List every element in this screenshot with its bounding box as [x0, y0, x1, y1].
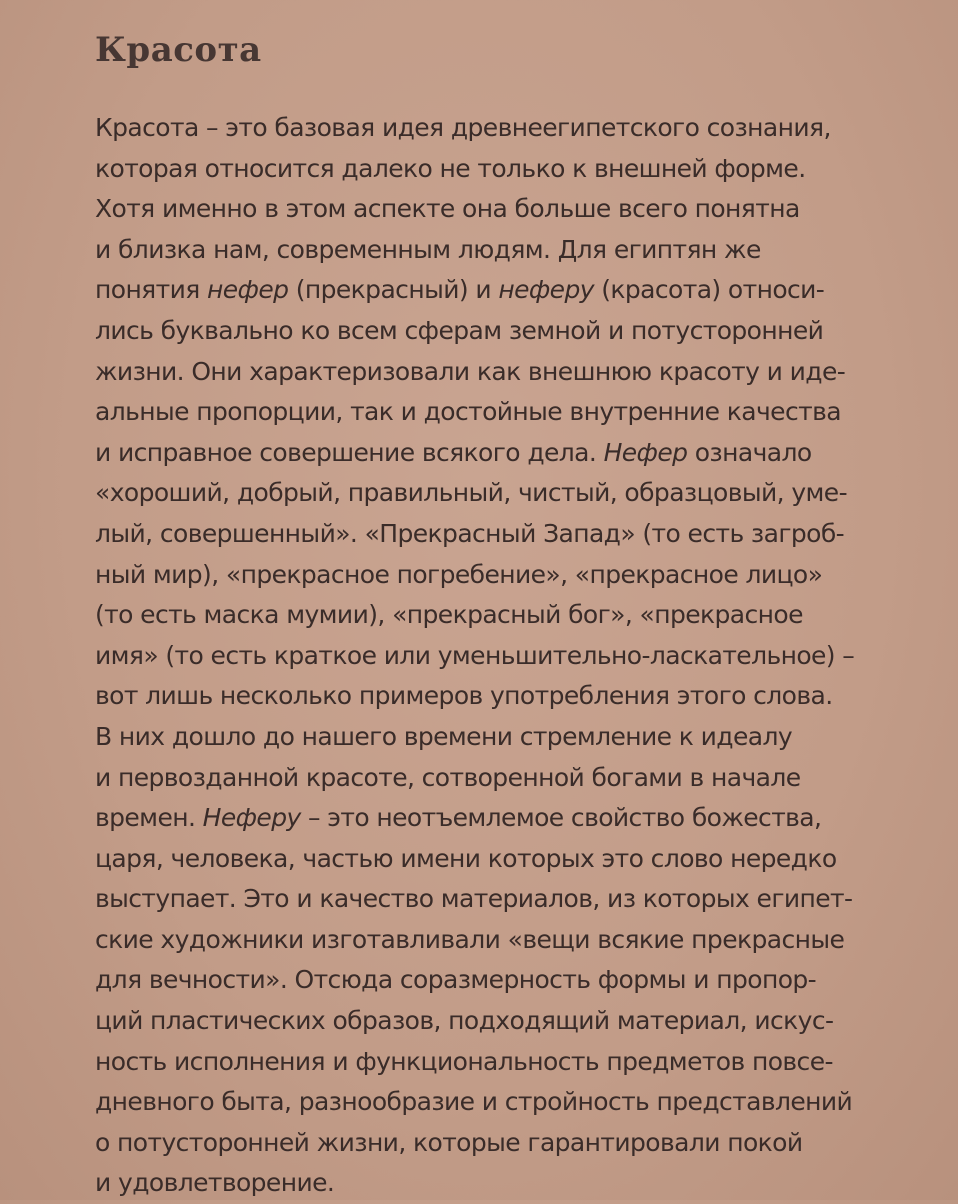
text-segment: означало [687, 437, 812, 467]
text-segment: ность исполнения и функциональность предметов повсе- [95, 1046, 833, 1076]
text-line [95, 879, 898, 920]
text-segment: и близка нам, современным людям. Для египтян же [95, 234, 761, 264]
page-title: Красота [95, 30, 262, 70]
italic-term: Неферу [202, 803, 301, 833]
body-text [95, 108, 898, 1204]
text-segment: альные пропорции, так и достойные внутренние качества [95, 397, 841, 427]
text-segment: В них дошло до нашего времени стремление к идеалу [95, 721, 793, 751]
text-line [95, 555, 898, 596]
text-segment: (то есть маска мумии), «прекрасный бог», «прекрасное [95, 600, 803, 630]
text-line [95, 473, 898, 514]
text-segment: дневного быта, разнообразие и стройность представлений [95, 1087, 853, 1117]
text-segment: – это неотъемлемое свойство божества, [300, 803, 822, 833]
text-line [95, 758, 898, 799]
text-segment: и исправное совершение всякого дела. [95, 437, 604, 467]
text-line [95, 514, 898, 555]
text-segment: выступает. Это и качество материалов, из которых египет- [95, 884, 853, 914]
text-line [95, 108, 898, 149]
text-segment: Красота – это базовая идея древнеегипетского сознания, [95, 113, 831, 142]
text-segment: и удовлетворение. [95, 1168, 335, 1198]
italic-term: Нефер [603, 437, 688, 467]
text-segment: понятия [95, 275, 208, 305]
text-line [95, 676, 898, 717]
text-segment: которая относится далеко не только к внешней форме. [95, 153, 806, 183]
text-line [95, 230, 898, 271]
text-line [95, 433, 898, 474]
text-segment: лись буквально ко всем сферам земной и потусторонней [95, 315, 824, 345]
text-line [95, 270, 898, 311]
text-segment: царя, человека, частью имени которых это слово нередко [95, 843, 837, 873]
text-line [95, 189, 898, 230]
text-line [95, 1001, 898, 1042]
text-segment: «хороший, добрый, правильный, чистый, образцовый, уме- [95, 478, 847, 508]
italic-term: нефер [207, 275, 289, 305]
text-line [95, 960, 898, 1001]
text-line [95, 798, 898, 839]
text-line [95, 920, 898, 961]
text-segment: вот лишь несколько примеров употребления этого слова. [95, 681, 833, 711]
text-segment: лый, совершенный». «Прекрасный Запад» (то есть загроб- [95, 518, 845, 548]
text-segment: и первозданной красоте, сотворенной богами в начале [95, 762, 801, 792]
text-segment: времен. [95, 803, 203, 833]
text-segment: о потусторонней жизни, которые гарантировали покой [95, 1127, 803, 1157]
text-line [95, 1042, 898, 1083]
text-line [95, 352, 898, 393]
text-segment: жизни. Они характеризовали как внешнюю красоту и иде- [95, 356, 846, 386]
text-segment: имя» (то есть краткое или уменьшительно-ласкательное) – [95, 640, 855, 670]
text-segment: для вечности». Отсюда соразмерность формы и пропор- [95, 965, 817, 995]
text-line [95, 839, 898, 880]
text-segment: (прекрасный) и [288, 275, 499, 305]
text-line [95, 311, 898, 352]
text-line [95, 1163, 898, 1204]
text-line [95, 636, 898, 677]
text-segment: ций пластических образов, подходящий материал, искус- [95, 1006, 834, 1036]
italic-term: неферу [498, 275, 594, 305]
text-segment: ный мир), «прекрасное погребение», «прекрасное лицо» [95, 559, 823, 589]
text-line [95, 1123, 898, 1164]
text-segment: ские художники изготавливали «вещи всякие прекрасные [95, 924, 845, 954]
text-segment: (красота) относи- [593, 275, 825, 305]
text-segment: Хотя именно в этом аспекте она больше всего понятна [95, 194, 800, 224]
text-line [95, 595, 898, 636]
text-line [95, 392, 898, 433]
text-line [95, 1082, 898, 1123]
text-line [95, 717, 898, 758]
text-line [95, 149, 898, 190]
